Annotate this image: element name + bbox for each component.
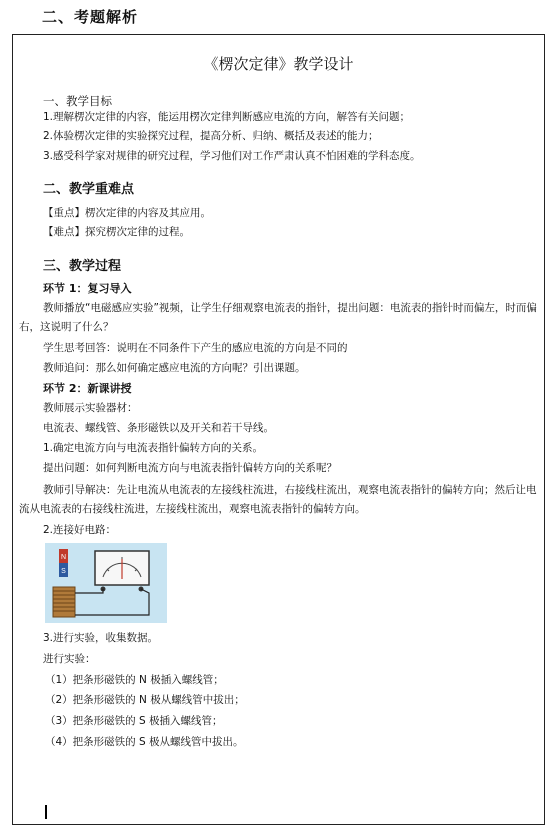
step2-paragraph: 进行实验： xyxy=(43,653,96,665)
magnet-north-label: N xyxy=(60,554,67,561)
step1-paragraph: 教师播放“电磁感应实验”视频，让学生仔细观察电流表的指针，提出问题：电流表的指针时而偏左，时而偏右，这说明了什么？ xyxy=(19,302,537,333)
step1-title: 环节 1：复习导入 xyxy=(43,282,132,295)
lesson-plan-document xyxy=(12,34,545,825)
circuit-diagram xyxy=(45,543,167,623)
process-heading: 三、教学过程 xyxy=(43,259,122,274)
section-heading: 二、考题解析 xyxy=(42,8,139,26)
objectives-heading: 一、教学目标 xyxy=(43,94,112,108)
step2-paragraph: 2.连接好电路： xyxy=(43,524,117,536)
step2-paragraph: 教师引导解决：先让电流从电流表的左接线柱流进，右接线柱流出，观察电流表指针的偏转方向；然后让电流从电流表的右接线柱流进，左接线柱流出，观察电流表指针的偏转方向。 xyxy=(19,484,537,515)
experiment-step: （1）把条形磁铁的 N 极插入螺线管； xyxy=(45,674,224,686)
objective-item: 2.体验楞次定律的实验探究过程，提高分析、归纳、概括及表述的能力； xyxy=(43,130,379,142)
step1-paragraph: 学生思考回答：说明在不同条件下产生的感应电流的方向是不同的 xyxy=(43,342,348,354)
galvanometer xyxy=(95,551,149,592)
step2-paragraph: 1.确定电流方向与电流表指针偏转方向的关系。 xyxy=(43,442,264,454)
solenoid-coil xyxy=(53,587,75,617)
magnet-south-label: S xyxy=(61,568,66,575)
step1-paragraph: 教师追问：那么如何确定感应电流的方向呢？引出课题。 xyxy=(43,362,306,374)
document-title: 《楞次定律》教学设计 xyxy=(203,55,354,73)
experiment-step: （4）把条形磁铁的 S 极从螺线管中拔出。 xyxy=(45,736,244,748)
text-cursor xyxy=(45,805,47,819)
key-points-heading: 二、教学重难点 xyxy=(43,182,135,197)
step2-title: 环节 2：新课讲授 xyxy=(43,382,132,395)
step2-paragraph: 提出问题：如何判断电流方向与电流表指针偏转方向的关系呢？ xyxy=(43,462,337,474)
objective-item: 1.理解楞次定律的内容，能运用楞次定律判断感应电流的方向，解答有关问题； xyxy=(43,111,411,123)
difficult-point: 【难点】探究楞次定律的过程。 xyxy=(43,226,190,238)
key-point: 【重点】楞次定律的内容及其应用。 xyxy=(43,207,211,219)
objective-item: 3.感受科学家对规律的研究过程，学习他们对工作严肃认真不怕困难的学科态度。 xyxy=(43,150,421,162)
experiment-step: （3）把条形磁铁的 S 极插入螺线管； xyxy=(45,715,223,727)
step2-paragraph: 教师展示实验器材： xyxy=(43,402,138,414)
step2-paragraph: 电流表、螺线管、条形磁铁以及开关和若干导线。 xyxy=(43,422,274,434)
experiment-step: （2）把条形磁铁的 N 极从螺线管中拔出； xyxy=(45,694,245,706)
step2-paragraph: 3.进行实验，收集数据。 xyxy=(43,632,159,644)
